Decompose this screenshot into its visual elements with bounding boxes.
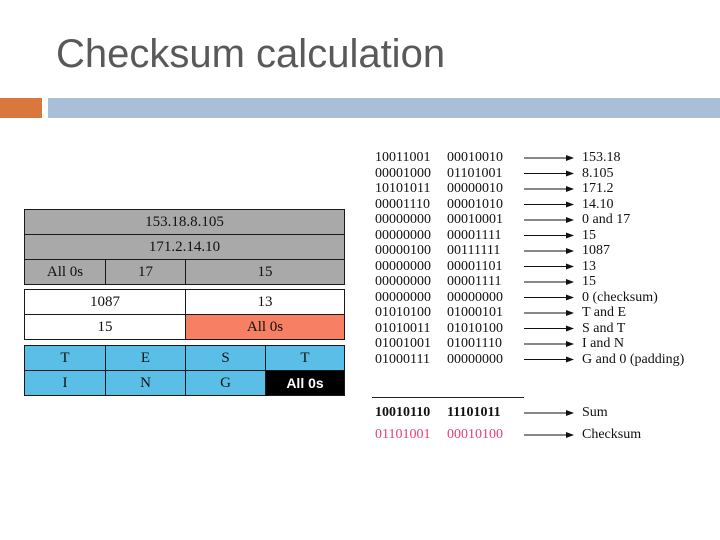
row-high-byte: 00000000 bbox=[375, 289, 431, 305]
row-high-byte: 00001000 bbox=[375, 165, 431, 181]
row-high-byte: 01010100 bbox=[375, 305, 431, 320]
row-low-byte: 00001010 bbox=[447, 196, 503, 212]
data-byte: T bbox=[24, 345, 106, 371]
row-low-byte: 01101001 bbox=[447, 165, 503, 181]
data-byte: I bbox=[24, 370, 106, 396]
length-field: 15 bbox=[24, 314, 186, 340]
page-title: Checksum calculation bbox=[56, 32, 446, 76]
row-high-byte: 01010011 bbox=[375, 320, 431, 336]
destination-ip-field: 171.2.14.10 bbox=[24, 234, 345, 260]
row-label: 14.10 bbox=[582, 196, 614, 212]
row-high-byte: 01000111 bbox=[375, 351, 430, 367]
protocol-field: 17 bbox=[105, 259, 186, 285]
padding-field: All 0s bbox=[265, 370, 345, 396]
row-label: 15 bbox=[582, 227, 596, 243]
data-byte: S bbox=[185, 345, 266, 371]
row-high-byte: 10011001 bbox=[375, 150, 431, 165]
row-label: 0 (checksum) bbox=[582, 289, 658, 305]
row-low-byte: 00010001 bbox=[447, 212, 503, 227]
row-low-byte: 00000010 bbox=[447, 181, 503, 196]
checksum-high-byte: 01101001 bbox=[375, 427, 431, 442]
row-low-byte: 01000101 bbox=[447, 305, 503, 320]
row-low-byte: 00000000 bbox=[447, 351, 503, 367]
row-label: S and T bbox=[582, 320, 626, 336]
destination-port-field: 13 bbox=[185, 289, 345, 315]
row-label: 153.18 bbox=[582, 150, 621, 165]
row-label: T and E bbox=[582, 305, 627, 320]
row-low-byte: 00010010 bbox=[447, 150, 503, 165]
row-high-byte: 00000000 bbox=[375, 212, 431, 227]
row-low-byte: 00001111 bbox=[447, 227, 502, 243]
row-high-byte: 00000000 bbox=[375, 227, 431, 243]
row-label: 171.2 bbox=[582, 181, 614, 196]
zeros-field: All 0s bbox=[24, 259, 106, 285]
row-low-byte: 01010100 bbox=[447, 320, 503, 336]
row-low-byte: 00111111 bbox=[447, 243, 501, 258]
sum-low-byte: 11101011 bbox=[447, 405, 501, 420]
row-label: G and 0 (padding) bbox=[582, 351, 685, 367]
row-low-byte: 01001110 bbox=[447, 336, 502, 351]
checksum-label: Checksum bbox=[582, 427, 642, 442]
udp-length-field: 15 bbox=[185, 259, 345, 285]
data-byte: T bbox=[265, 345, 345, 371]
checksum-field: All 0s bbox=[185, 314, 345, 340]
row-low-byte: 00001111 bbox=[447, 274, 502, 289]
data-byte: G bbox=[185, 370, 266, 396]
row-low-byte: 00001101 bbox=[447, 258, 503, 274]
row-high-byte: 00000000 bbox=[375, 258, 431, 274]
data-byte: N bbox=[105, 370, 186, 396]
row-high-byte: 10101011 bbox=[375, 181, 431, 196]
sum-high-byte: 10010110 bbox=[375, 405, 431, 420]
row-label: 13 bbox=[582, 258, 596, 274]
sum-label: Sum bbox=[582, 405, 608, 420]
source-ip-field: 153.18.8.105 bbox=[24, 209, 345, 235]
row-label: 8.105 bbox=[582, 165, 614, 181]
row-label: I and N bbox=[582, 336, 624, 351]
checksum-low-byte: 00010100 bbox=[447, 427, 503, 442]
row-high-byte: 00001110 bbox=[375, 196, 430, 212]
row-high-byte: 00000100 bbox=[375, 243, 431, 258]
row-label: 0 and 17 bbox=[582, 212, 631, 227]
row-low-byte: 00000000 bbox=[447, 289, 503, 305]
source-port-field: 1087 bbox=[24, 289, 186, 315]
data-byte: E bbox=[105, 345, 186, 371]
row-high-byte: 01001001 bbox=[375, 336, 431, 351]
row-high-byte: 00000000 bbox=[375, 274, 431, 289]
row-label: 1087 bbox=[582, 243, 610, 258]
row-label: 15 bbox=[582, 274, 596, 289]
